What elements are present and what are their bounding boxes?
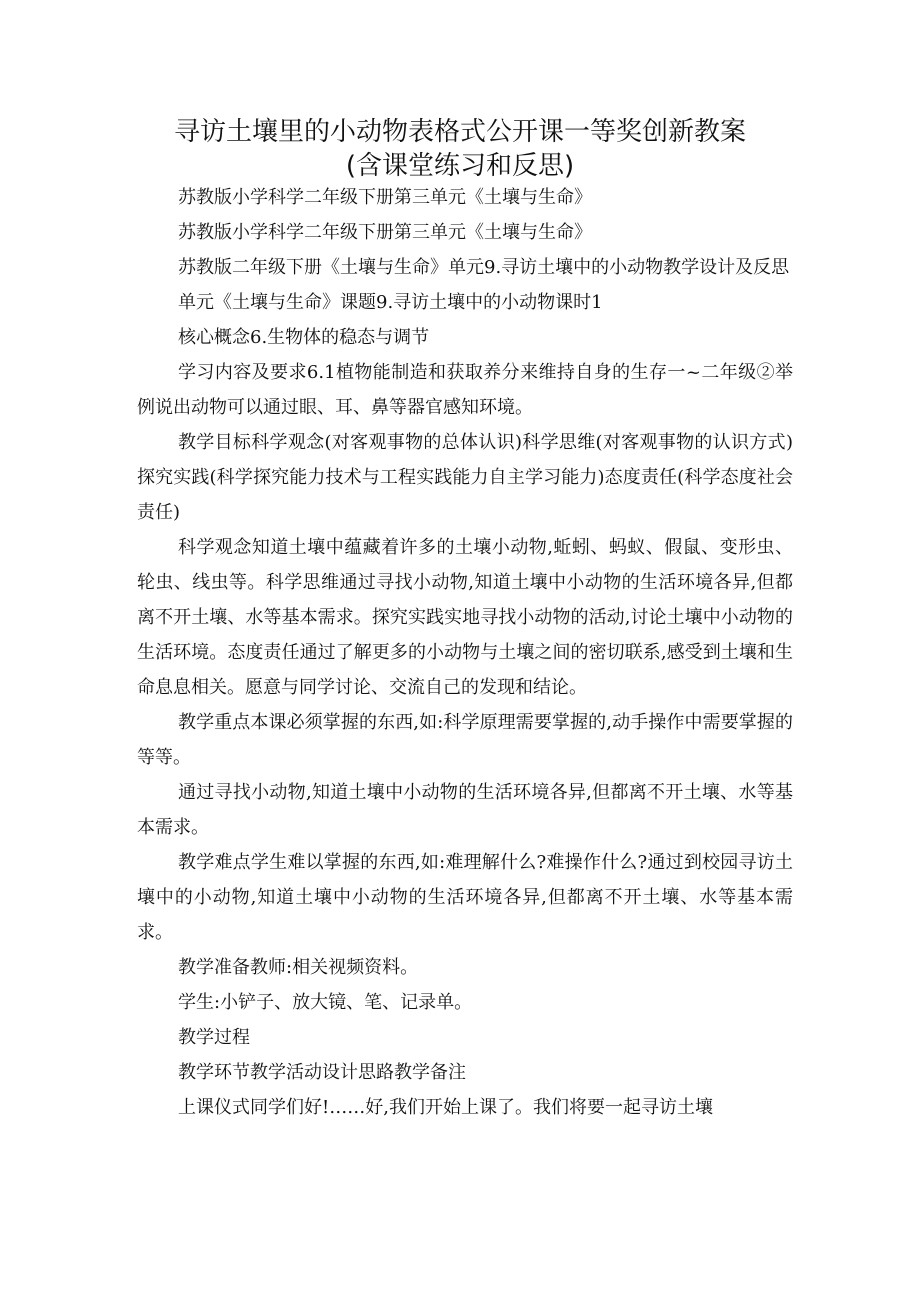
paragraph: 教学环节教学活动设计思路教学备注 bbox=[178, 1062, 466, 1083]
paragraph: 单元《土壤与生命》课题9.寻访土壤中的小动物课时1 bbox=[178, 292, 603, 313]
paragraph: 学习内容及要求6.1植物能制造和获取养分来维持自身的生存一~二年级②举例说出动物可以通过眼、耳、鼻等器官感知环境。 bbox=[137, 362, 793, 418]
document-title: 寻访土壤里的小动物表格式公开课一等奖创新教案 bbox=[173, 117, 746, 147]
paragraph: 苏教版小学科学二年级下册第三单元《土壤与生命》 bbox=[178, 222, 592, 243]
paragraph: 教学准备教师:相关视频资料。 bbox=[178, 957, 419, 978]
paragraph: 核心概念6.生物体的稳态与调节 bbox=[178, 327, 430, 348]
document-subtitle: (含课堂练习和反思) bbox=[345, 151, 575, 181]
paragraph: 科学观念知道土壤中蕴藏着许多的土壤小动物,蚯蚓、蚂蚁、假鼠、变形虫、轮虫、线虫等。科学思维通过寻找小动物,知道土壤中小动物的生活环境各异,但都离不开土壤、水等基本需求。探究实践实地寻找小动物的活动,讨论土壤中小动物的生活环境。态度责任通过了解更多的小动物与土壤之间的密切联系,感受到土壤和生命息息相关。愿意与同学讨论、交流自己的发现和结论。 bbox=[137, 537, 793, 698]
paragraph: 苏教版小学科学二年级下册第三单元《土壤与生命》 bbox=[178, 187, 592, 208]
paragraph: 上课仪式同学们好!……好,我们开始上课了。我们将要一起寻访土壤 bbox=[178, 1097, 713, 1118]
paragraph: 通过寻找小动物,知道土壤中小动物的生活环境各异,但都离不开土壤、水等基本需求。 bbox=[137, 782, 793, 838]
paragraph: 学生:小铲子、放大镜、笔、记录单。 bbox=[178, 992, 473, 1013]
document-body bbox=[137, 180, 793, 1125]
paragraph: 教学重点本课必须掌握的东西,如:科学原理需要掌握的,动手操作中需要掌握的等等。 bbox=[137, 712, 793, 768]
paragraph: 苏教版二年级下册《土壤与生命》单元9.寻访土壤中的小动物教学设计及反思 bbox=[178, 257, 790, 278]
paragraph: 教学目标科学观念(对客观事物的总体认识)科学思维(对客观事物的认识方式)探究实践(科学探究能力技术与工程实践能力自主学习能力)态度责任(科学态度社会责任) bbox=[137, 432, 793, 523]
paragraph: 教学过程 bbox=[178, 1027, 250, 1048]
paragraph: 教学难点学生难以掌握的东西,如:难理解什么?难操作什么?通过到校园寻访土壤中的小动物,知道土壤中小动物的生活环境各异,但都离不开土壤、水等基本需求。 bbox=[137, 852, 793, 943]
